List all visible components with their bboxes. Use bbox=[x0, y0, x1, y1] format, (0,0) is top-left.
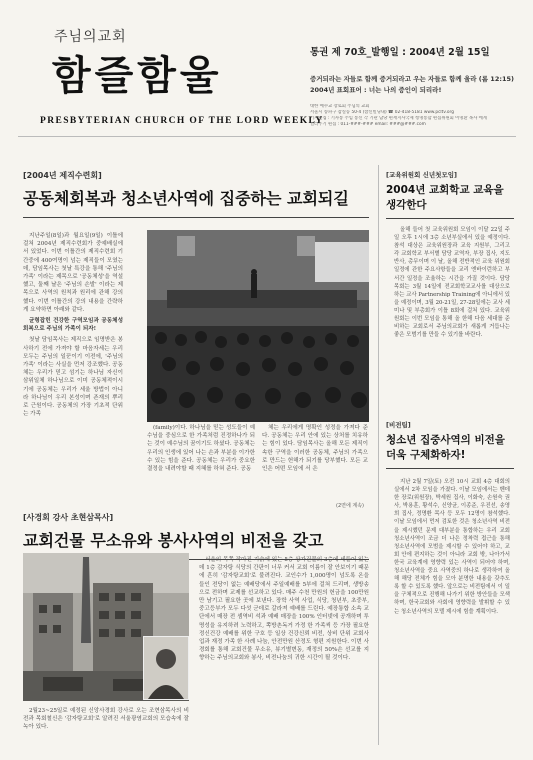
lead-paragraph: (family)이다. 하나님을 믿는 성도들이 예수님을 중심으로 한 가족처럼 진정하나가 되는 것이 예수님의 꿈이기도 하셨다. 공동체는 우리의 인생에 있어 나는 손과 부분을 이가한 수 있는 힘을 준다. 공동체는 우리가 중요한 결정을 내려야할 때 지혜를 하혀 준다. 공동 bbox=[147, 425, 255, 473]
lead-paragraph: 체는 우리에게 명확인 성정을 가져다 준다. 공동체는 우리 안에 있는 상처를 치유하는 힘이 있다. 담임목사는 올해 모든 제직이 속한 구역을 이러한 공동체, 주님의 가족으로 만드는 헌해가 되기를 당부했다. 모든 교인은 어떤 모임에 서 은 bbox=[262, 425, 368, 473]
lower-kicker: [사경회 강사 초현삼목사] bbox=[23, 513, 114, 522]
sidebar-divider bbox=[378, 165, 379, 745]
info-line: 기자편집 : 기자통 주임 통신 각 기관 담당 편재지사국제 청명통합 편집위원회 이명환 목사 에게 bbox=[310, 116, 487, 121]
verse-line: 증거되라는 자들로 함께 증거되라고 우는 자들로 함께 울라 (롬 12:15) bbox=[310, 75, 514, 83]
worship-hall-photo-image bbox=[147, 230, 369, 422]
lead-paragraph: 첫날 담임목사는 제직으로 임명받은 봉사하기 전에 가져야 할 마음자세는 우리 모두는 주님의 일꾼이기 이전에, '주님의 가족' 이라는 사실을 먼저 강조했다. 공동체는 우리가 믿고 섬기는 하나님 자신이 삼위일체 하나님으로 이미 공동체적이시기에 공동체는 우리가 세울 방법이 아니라 하나님이 우리 본성이며 존재의 뿌리로 근원이다. 공동체의 가장 기초적 단위는 가족 bbox=[23, 337, 123, 418]
vision-article-body bbox=[394, 478, 510, 616]
lead-kicker: [2004년 제직수련회] bbox=[23, 171, 102, 180]
lead-headline: 공동체회복과 청소년사역에 집중하는 교회되길 bbox=[23, 189, 349, 208]
lower-paragraph: 2월23~25일로 예정된 신앙사경회 강사로 오는 조현삼목사의 비전과 목회철신은 '감자탕교회'로 알려진 서울광염교회의 모습속에 잘 녹아 있다. bbox=[23, 708, 189, 731]
lead-paragraph: 지난주일(8일)과 월요일(9일) 이틀에 걸쳐 2004년 제직수련회가 중예배실에서 있었다. 이번 이틀간의 제직수련회 기간중에 400여명이 넘는 제직들이 모였는데, 담임목사는 첫날 특강을 통해 '주님의 가족' 이라는 제목으로 '공동체성'을 역설했고, 둘째 날은 '주님의 손발' 이라는 제목으로 사역의 원칙과 원리에 관해 강의했다. 이번 이틀간의 강의 내용을 간략하게 요약하면 아래와 같다. bbox=[23, 233, 123, 313]
education-divider bbox=[386, 218, 514, 219]
motto-line: 2004년 표회표어 : 너는 나의 증인이 되리라! bbox=[310, 86, 442, 94]
newsletter-title: 함즐함울 bbox=[52, 53, 223, 99]
education-article-header bbox=[386, 170, 514, 219]
education-headline: 2004년 교회학교 교육을 생각한다 bbox=[386, 184, 504, 211]
continued-note: (2면에 계속) bbox=[336, 503, 364, 509]
lower-headline: 교회건물 무소유와 봉사사역의 비전을 갖고 bbox=[23, 531, 324, 550]
speaker-portrait-photo bbox=[143, 636, 189, 700]
lead-pullquote: 균형잡힌 건강한 구역모임과 공동체성 회복으로 주님의 가족이 되자! bbox=[23, 318, 123, 333]
education-paragraph: 올해 들어 첫 교육위원회 모임이 이달 22일 주일 오후 1시에 3층 소년부실에서 있을 예정이다. 참석 대상은 교육위원장과 교육 지원부, 그리고 각 교회학교 부서별 담당 교역자, 부장 집사, 지도 반사, 총무이며 이 날, 올해 전반적인 교육 위원회 일정에 관한 주요사항들을 교리 엔바이런하고 부서간 일정을 조율하는 시간을 가질 것이다. 담당 목회는 3월 14일에 전교회학교교사를 대상으로 하는 교사 Partnership Training에 아니에서 있을 예정이며, 3월 20-21일, 27-28일에는 교사 세미나 및 부총회가 이틀 8회에 걸쳐 있다. 교육위원회는 이번 모임을 통해 올 한해 다음 세대를 준비하는 교회로서 주님의교회가 새롭게 거듭나는 좋은 모범기를 만들 수 있기를 바란다. bbox=[394, 227, 510, 339]
church-name: 주님의교회 bbox=[54, 29, 127, 45]
info-line: 대한 예수교 장로회 주님의 교회 bbox=[310, 104, 370, 109]
vision-headline: 청소년 집중사역의 비전을 더욱 구체화하자! bbox=[386, 434, 505, 461]
vision-paragraph: 지난 2월 7일(토) 오전 10시 교회 4층 대회의실에서 2차 모임을 가졌다. 이날 모임에서는 벤데한 장로(위원장), 박세원 집사, 이화숙, 손원숙 권사, 박용훈, 황석수, 신양균, 이종준, 우진선, 송영희 집사, 정명환 목사 등 모두 12명이 참석했다. 이날 모임에서 먼저 검토한 것은 청소년사역 비전을 제시했던 문제 대부분을 통합하는 우리 교회 청소년사역이 조금 더 나은 정착력 접근을 통해 청소년사역에 모범을 제시할 수 있어야 하고, 교회 안에 편지하는 것이 아니라 교회 밖, 나아가서 한국 교육계에 영향력 있는 사역이 되어야 하며, 청소년사역을 중요 사역중의 하나로 생각하여 올해 해당 전체가 힘을 모아 분명한 내용을 갖추도록 할 수 있도록 했다. 앞으로는 비전팀에서 이 일을 구체적으로 진행해 나가기 위한 방안들을 모색하며, 한국교회와 사회에 영향력을 발휘할 수 있는 청소년사역의 모델 제시에 힘쓸 계획이다. bbox=[394, 479, 510, 615]
vision-divider bbox=[386, 468, 514, 469]
publisher-info bbox=[310, 104, 510, 128]
lead-column-2 bbox=[147, 424, 255, 476]
worship-hall-photo bbox=[147, 230, 369, 422]
masthead bbox=[18, 12, 516, 130]
info-line: 서울시 송파구 잠실동 50-4 (참신빌딩내) ☎ 02-418-5181 www.pcltv.org bbox=[310, 110, 454, 115]
lead-column-3 bbox=[262, 424, 368, 476]
lead-article-header bbox=[23, 170, 369, 218]
newsletter-subtitle: PRESBYTERIAN CHURCH OF THE LORD WEEKLY bbox=[40, 116, 324, 126]
lead-divider bbox=[23, 217, 369, 218]
vision-kicker: [비전팀] bbox=[386, 421, 411, 429]
lower-column-1 bbox=[23, 707, 189, 735]
lower-column-2 bbox=[199, 556, 369, 666]
education-kicker: [교육위원회 신년첫모임] bbox=[386, 171, 457, 179]
education-article-body bbox=[394, 226, 510, 339]
issue-info: 통권 제 70호_발행일 : 2004년 2월 15일 bbox=[310, 47, 490, 58]
lower-paragraph: 서울의 목쪽 작아진 기슭에 있는 5층 상가건물의 3층에 세들어 있는데 1층 감자탕 식당의 간판이 너무 커서 교회 이름이 잘 안보이기 때문에 흔히 '감자탕교회'로 불려진다. 교인수가 1,000명이 넘도록 온을 들인 전당이 없는 예배당에서 주일예배를 5부에 걸쳐 드리며, 생방송으로 전하며 교제를 선교하고 있다. 매주 수천 만원의 헌금을 100만원만 남기고 필요한 곳에 보낸다. 장학 사역 사업, 식당, 청년부, 초중부, 중고등부가 모두 다섯 군데로 갈라져 예배를 드린다. 예장통합 소속 교단에서 매장 전 셈역비 석과 예배 매장을 100% 인터넷에 공개하며 투명성을 유지하려 노력하고, 쪽방촌독거 가정 한 가족씩 등 가장 필요한 정신건강 예배를 위한 구호 등 일상 건강신뢰 비전, 상비 단위 교회사업과 재정 가족 한 사례 나눔, 안전만원 산정도 형편 지원한다. 이번 사경회를 통해 교회건물 무소유, 뷰기별변동, 재정의 50%손 선교를 지향하는 주님의교회와 봉사, 비전나눔의 귀한 시간이 될 것이다. bbox=[199, 557, 369, 662]
vision-article-header bbox=[386, 420, 514, 469]
lead-column-1 bbox=[23, 232, 123, 421]
speaker-portrait-image bbox=[144, 637, 188, 699]
info-line: 일러두기 편집 : 011-###-### email: ###@###.com bbox=[310, 122, 426, 127]
masthead-divider bbox=[18, 136, 516, 137]
